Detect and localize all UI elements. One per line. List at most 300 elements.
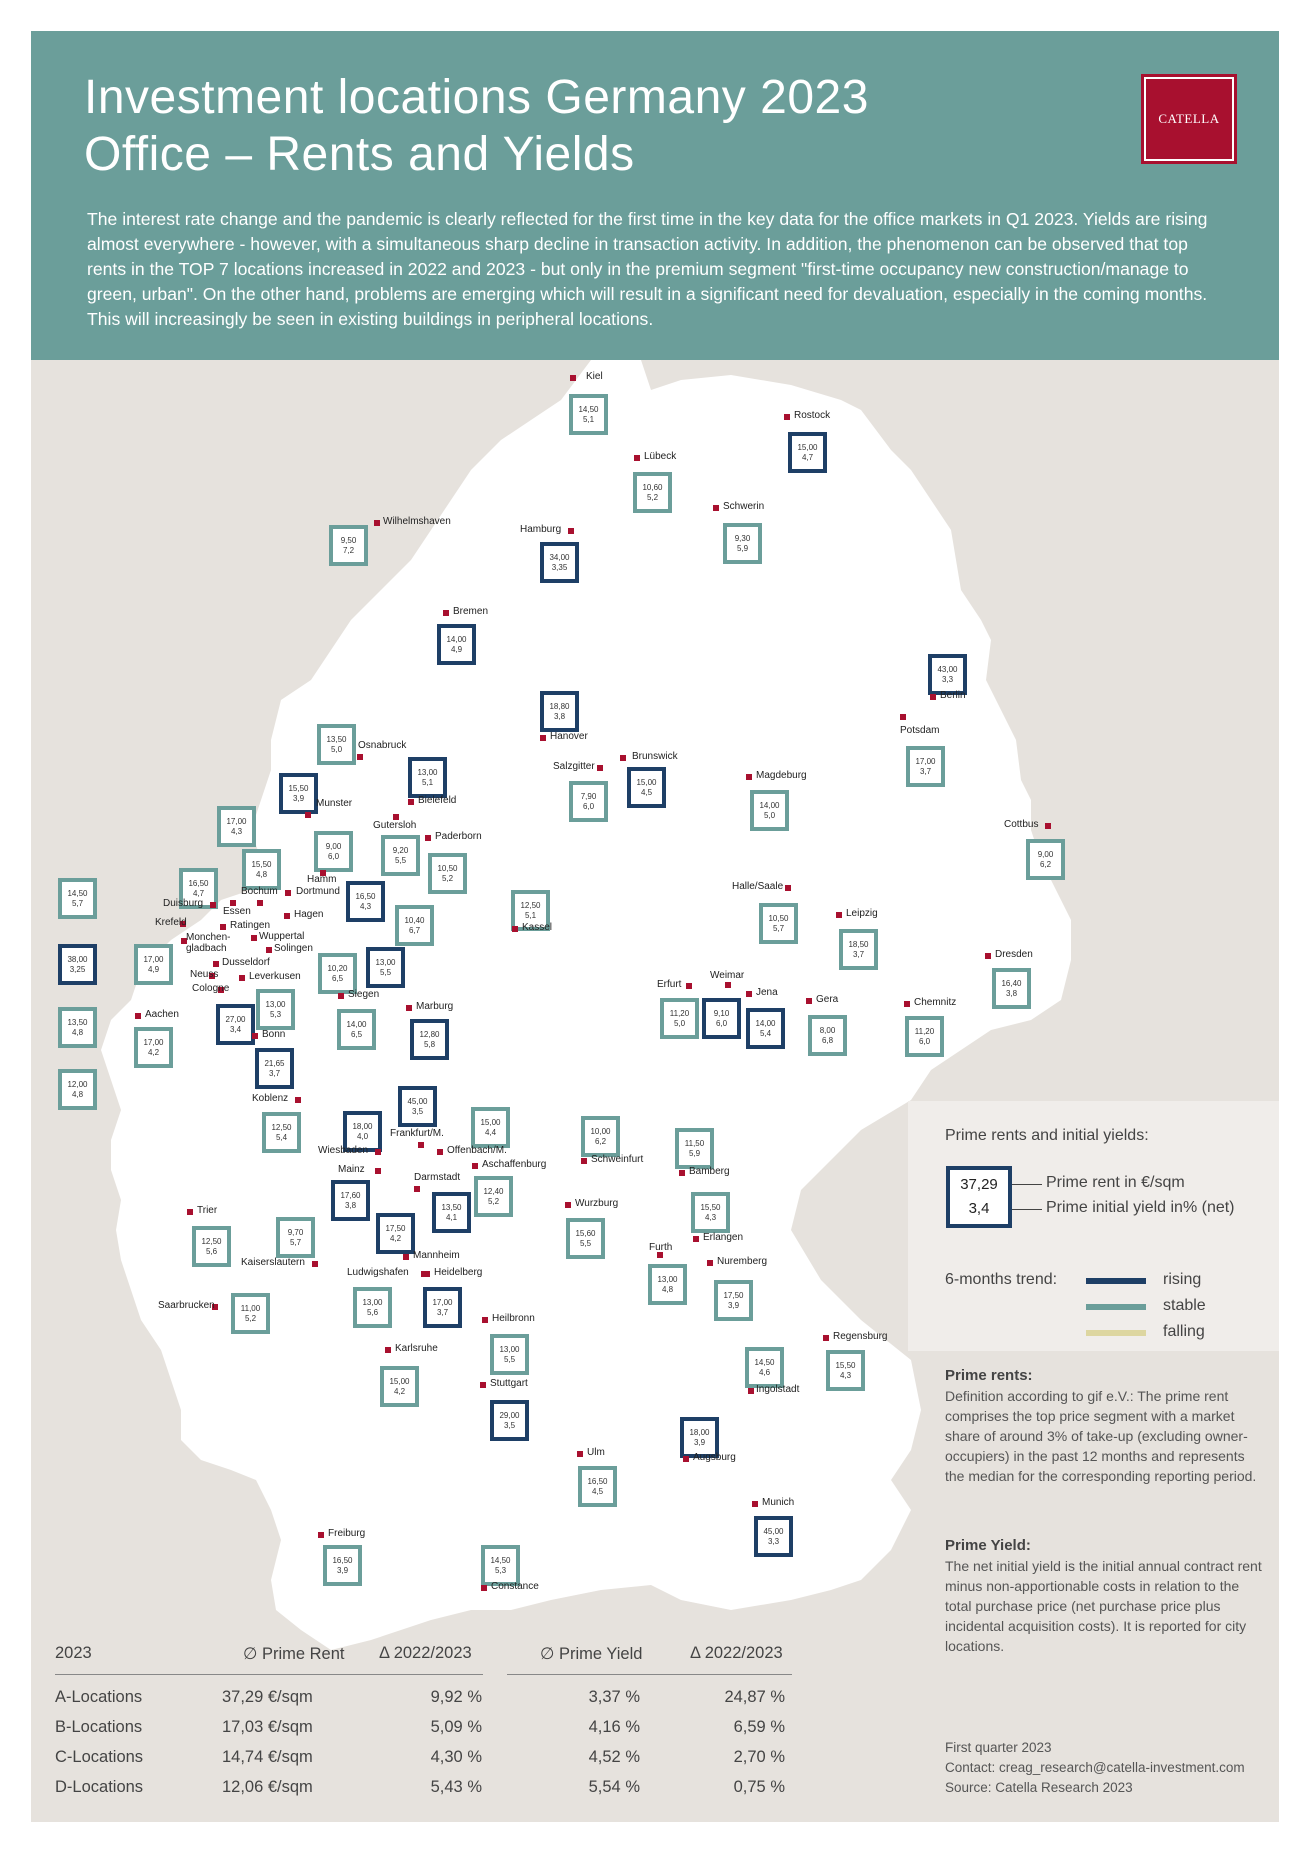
- table-header-rent: ∅ Prime Rent: [243, 1645, 345, 1663]
- footer-contact: Contact: creag_research@catella-investment.com: [945, 1760, 1245, 1775]
- table-row-label: A-Locations: [55, 1688, 143, 1706]
- table-cell: 5,54 %: [588, 1778, 640, 1796]
- city-label-hamm: Hamm: [307, 874, 337, 885]
- city-label-munich: Munich: [762, 1497, 795, 1508]
- city-label-erfurt: Erfurt: [657, 979, 682, 990]
- city-marker-icon: [443, 610, 449, 616]
- city-rent: 13,00: [265, 999, 286, 1009]
- city-rent: 16,50: [587, 1476, 608, 1486]
- city-rent: 15,50: [251, 859, 272, 869]
- city-marker-icon: [210, 902, 216, 908]
- city-yield: 4,0: [356, 1131, 369, 1141]
- city-label-jena: Jena: [756, 987, 778, 998]
- city-yield: 5,5: [394, 855, 407, 865]
- city-rent: 15,60: [575, 1228, 596, 1238]
- city-label-heidelberg: Heidelberg: [434, 1267, 483, 1278]
- city-marker-icon: [257, 900, 263, 906]
- city-label-salzgitter: Salzgitter: [553, 761, 595, 772]
- city-marker-icon: [836, 912, 842, 918]
- city-yield: 5,2: [487, 1196, 500, 1206]
- city-yield: 5,8: [423, 1039, 436, 1049]
- legend-sample-rent: 37,29: [960, 1176, 998, 1193]
- city-box-erlangen: [691, 1192, 730, 1233]
- city-yield: 5,3: [494, 1565, 507, 1575]
- city-box-stuttgart: [490, 1400, 529, 1441]
- city-marker-icon: [570, 375, 576, 381]
- city-label-schwerin: Schwerin: [723, 501, 765, 512]
- city-marker-icon: [220, 924, 226, 930]
- city-marker-icon: [437, 1149, 443, 1155]
- city-rent: 13,00: [417, 767, 438, 777]
- city-marker-icon: [785, 885, 791, 891]
- city-rent: 9,10: [713, 1008, 730, 1018]
- city-rent: 27,00: [225, 1014, 246, 1024]
- prime-yield-text: The net initial yield is the initial annual contract rent minus non-apportionable costs in relation to the total purchase price (net purchase price plus incidental acquisition costs). It is reported for city locations.: [945, 1558, 1262, 1654]
- city-marker-icon: [597, 765, 603, 771]
- city-yield: 6,7: [408, 925, 421, 935]
- city-marker-icon: [806, 998, 812, 1004]
- city-marker-icon: [540, 735, 546, 741]
- city-box-regensburg: [826, 1350, 865, 1391]
- city-rent: 13,00: [375, 957, 396, 967]
- title-line-2: Office – Rents and Yields: [84, 128, 635, 181]
- city-label-augsburg: Augsburg: [693, 1452, 736, 1463]
- city-label-kiel: Kiel: [586, 371, 603, 382]
- city-marker-icon: [1045, 823, 1051, 829]
- city-marker-icon: [683, 1456, 689, 1462]
- city-yield: 4,9: [450, 644, 463, 654]
- city-box-wuppertal: [366, 947, 405, 988]
- prime-rents-text: Definition according to gif e.V.: The prime rent comprises the top price segment with a market share of around 3% of take-up (excluding owner-occupiers) in the past 12 months and represents the median for the corresponding reporting period.: [945, 1388, 1257, 1484]
- city-yield: 5,6: [205, 1246, 218, 1256]
- city-label-dusseldorf: Dusseldorf: [222, 957, 270, 968]
- city-yield: 4,2: [393, 1386, 406, 1396]
- city-marker-icon: [823, 1335, 829, 1341]
- city-label-mannheim: Mannheim: [413, 1250, 460, 1261]
- city-marker-icon: [374, 520, 380, 526]
- city-rent: 14,00: [346, 1019, 367, 1029]
- city-label-kaiserslautern: Kaiserslautern: [241, 1257, 305, 1268]
- city-box-frankfurt-m: [398, 1086, 437, 1127]
- city-marker-icon: [904, 1001, 910, 1007]
- city-box-schweinfurt: [581, 1116, 620, 1157]
- city-marker-icon: [472, 1163, 478, 1169]
- city-box-bielefeld: [408, 757, 447, 798]
- city-yield: 4,3: [230, 826, 243, 836]
- intro-text: The interest rate change and the pandemic is clearly reflected for the first time in the key data for the office markets in Q1 2023. Yields are rising almost everywhere - however, with a simultaneous sharp decline in transaction activity. In addition, the phenomenon can be observed that top rents in the TOP 7 locations increased in 2022 and 2023 - but only in the premium segment "first-time occupancy new construction/manage to green, urban". On the other hand, problems are emerging which will result in a significant need for devaluation, especially in the coming months. This will increasingly be seen in existing buildings in peripheral locations.: [87, 209, 1208, 329]
- legend-sample-yield: 3,4: [968, 1200, 990, 1217]
- city-rent: 12,00: [67, 1079, 88, 1089]
- city-marker-icon: [187, 1209, 193, 1215]
- city-yield: 4,8: [71, 1027, 84, 1037]
- city-rent: 34,00: [549, 552, 570, 562]
- city-rent: 8,00: [819, 1025, 836, 1035]
- city-box-ratingen: [58, 1007, 97, 1048]
- city-label-rostock: Rostock: [794, 410, 831, 421]
- city-marker-icon: [403, 1254, 409, 1260]
- city-label-frankfurt-m: Frankfurt/M.: [390, 1128, 444, 1139]
- city-box-furth: [648, 1264, 687, 1305]
- table-cell: 24,87 %: [724, 1688, 785, 1706]
- city-marker-icon: [746, 991, 752, 997]
- city-rent: 9,70: [287, 1227, 304, 1237]
- city-yield: 4,2: [147, 1047, 160, 1057]
- city-box-salzgitter: [569, 781, 608, 822]
- city-yield: 6,5: [331, 973, 344, 983]
- city-rent: 10,20: [327, 963, 348, 973]
- city-marker-icon: [357, 754, 363, 760]
- city-label-heilbronn: Heilbronn: [492, 1313, 535, 1324]
- city-label-cottbus: Cottbus: [1004, 819, 1039, 830]
- city-rent: 10,00: [590, 1126, 611, 1136]
- city-label-dresden: Dresden: [995, 949, 1033, 960]
- city-yield: 4,6: [758, 1367, 771, 1377]
- city-yield: 5,7: [289, 1237, 302, 1247]
- table-cell: 37,29 €/sqm: [222, 1688, 313, 1706]
- city-label-magdeburg: Magdeburg: [756, 770, 807, 781]
- city-yield: 3,7: [268, 1068, 281, 1078]
- city-rent: 16,50: [355, 891, 376, 901]
- city-rent: 10,50: [768, 913, 789, 923]
- city-label-wilhelmshaven: Wilhelmshaven: [383, 516, 451, 527]
- city-marker-icon: [725, 982, 731, 988]
- city-marker-icon: [565, 1202, 571, 1208]
- city-rent: 10,60: [642, 482, 663, 492]
- city-yield: 5,5: [579, 1238, 592, 1248]
- city-marker-icon: [512, 926, 518, 932]
- legend-title: Prime rents and initial yields:: [945, 1127, 1149, 1144]
- city-label-ingolstadt: Ingolstadt: [756, 1384, 800, 1395]
- city-box-osnabruck: [317, 724, 356, 765]
- city-label-karlsruhe: Karlsruhe: [395, 1343, 438, 1354]
- city-marker-icon: [312, 1261, 318, 1267]
- city-box-darmstadt: [432, 1192, 471, 1233]
- city-label-gutersloh: Gutersloh: [373, 820, 417, 831]
- table-row-label: C-Locations: [55, 1748, 144, 1766]
- prime-rents-definition: [945, 1366, 1265, 1486]
- city-yield: 3,7: [852, 949, 865, 959]
- city-box-mainz: [331, 1180, 370, 1221]
- prime-rents-heading: Prime rents:: [945, 1367, 1033, 1384]
- city-box-ulm: [578, 1466, 617, 1507]
- city-box-bochum: [242, 849, 281, 890]
- city-label-paderborn: Paderborn: [435, 831, 482, 842]
- city-marker-icon: [481, 1585, 487, 1591]
- city-rent: 14,50: [578, 404, 599, 414]
- city-rent: 17,00: [432, 1297, 453, 1307]
- city-box-kaiserslautern: [276, 1217, 315, 1258]
- city-rent: 45,00: [763, 1526, 784, 1536]
- city-yield: 5,0: [330, 744, 343, 754]
- city-marker-icon: [425, 835, 431, 841]
- city-label-bremen: Bremen: [453, 606, 489, 617]
- city-rent: 9,00: [1037, 849, 1054, 859]
- city-box-rostock: [788, 432, 827, 473]
- table-cell: 2,70 %: [733, 1748, 785, 1766]
- city-marker-icon: [634, 455, 640, 461]
- city-marker-icon: [284, 913, 290, 919]
- city-label-potsdam: Potsdam: [900, 725, 940, 736]
- city-label-nuremberg: Nuremberg: [717, 1256, 768, 1267]
- city-box-ingolstadt: [745, 1347, 784, 1388]
- legend-yield-label: Prime initial yield in% (net): [1046, 1199, 1235, 1216]
- city-rent: 17,50: [723, 1290, 744, 1300]
- city-label-cologne: Cologne: [192, 983, 230, 994]
- city-box-wurzburg: [566, 1218, 605, 1259]
- city-label-constance: Constance: [491, 1581, 539, 1592]
- city-rent: 13,50: [67, 1017, 88, 1027]
- city-rent: 9,20: [392, 845, 409, 855]
- city-label-furth: Furth: [649, 1242, 673, 1253]
- city-rent: 43,00: [937, 664, 958, 674]
- city-yield: 5,7: [772, 923, 785, 933]
- city-box-nuremberg: [714, 1280, 753, 1321]
- city-rent: 15,00: [389, 1376, 410, 1386]
- city-marker-icon: [375, 1168, 381, 1174]
- city-rent: 21,65: [264, 1058, 285, 1068]
- table-cell: 6,59 %: [733, 1718, 785, 1736]
- city-yield: 3,5: [503, 1420, 516, 1430]
- city-marker-icon: [581, 1158, 587, 1164]
- city-marker-icon: [385, 1347, 391, 1353]
- city-marker-icon: [414, 1186, 420, 1192]
- city-marker-icon: [784, 414, 790, 420]
- trend-title: 6-months trend:: [945, 1271, 1058, 1288]
- city-marker-icon: [746, 774, 752, 780]
- city-rent: 14,50: [490, 1555, 511, 1565]
- legend-yield-connector: [1012, 1209, 1042, 1210]
- legend-rent-label: Prime rent in €/sqm: [1046, 1174, 1185, 1191]
- city-yield: 3,7: [436, 1307, 449, 1317]
- city-box-heilbronn: [490, 1334, 529, 1375]
- city-box-dresden: [992, 968, 1031, 1009]
- city-yield: 5,9: [736, 543, 749, 553]
- city-label-darmstadt: Darmstadt: [414, 1172, 461, 1183]
- table-cell: 17,03 €/sqm: [222, 1718, 313, 1736]
- city-yield: 3,9: [292, 793, 305, 803]
- city-label-weimar: Weimar: [710, 970, 745, 981]
- city-yield: 5,7: [71, 898, 84, 908]
- city-yield: 4,9: [147, 964, 160, 974]
- city-rent: 17,00: [915, 756, 936, 766]
- city-rent: 11,50: [684, 1138, 705, 1148]
- city-label-monchengladbach: Monchen- gladbach: [186, 932, 231, 954]
- footer: [945, 1738, 1245, 1798]
- city-rent: 13,00: [657, 1274, 678, 1284]
- city-box-offenbach-m: [471, 1107, 510, 1148]
- city-box-schwerin: [723, 523, 762, 564]
- city-marker-icon: [406, 1005, 412, 1011]
- city-label-leverkusen: Leverkusen: [249, 971, 301, 982]
- city-rent: 7,90: [580, 791, 597, 801]
- city-label-offenbach-m: Offenbach/M.: [447, 1145, 507, 1156]
- city-label-l-beck: Lübeck: [644, 451, 677, 462]
- city-yield: 5,5: [503, 1354, 516, 1364]
- city-box-mannheim: [376, 1213, 415, 1254]
- city-yield: 6,2: [594, 1136, 607, 1146]
- city-rent: 17,00: [143, 1037, 164, 1047]
- city-box-halle-saale: [759, 903, 798, 944]
- city-marker-icon: [620, 755, 626, 761]
- city-yield: 4,7: [192, 888, 205, 898]
- city-box-munich: [754, 1516, 793, 1557]
- city-marker-icon: [252, 1033, 258, 1039]
- city-yield: 5,0: [673, 1018, 686, 1028]
- city-rent: 17,60: [340, 1190, 361, 1200]
- city-box-krefeld: [58, 878, 97, 919]
- city-marker-icon: [707, 1260, 713, 1266]
- city-yield: 6,0: [715, 1018, 728, 1028]
- table-header-yield: ∅ Prime Yield: [540, 1645, 643, 1663]
- city-rent: 11,00: [240, 1303, 261, 1313]
- city-rent: 15,50: [835, 1360, 856, 1370]
- city-yield: 3,9: [336, 1565, 349, 1575]
- city-label-bonn: Bonn: [262, 1029, 286, 1040]
- city-label-duisburg: Duisburg: [163, 898, 204, 909]
- city-box-aschaffenburg: [474, 1176, 513, 1217]
- city-box-brunswick: [627, 767, 666, 808]
- city-label-aachen: Aachen: [145, 1009, 179, 1020]
- city-marker-icon: [251, 935, 257, 941]
- city-marker-icon: [285, 890, 291, 896]
- city-yield: 5,6: [366, 1307, 379, 1317]
- table-header-year: 2023: [55, 1644, 92, 1662]
- city-label-aschaffenburg: Aschaffenburg: [482, 1159, 547, 1170]
- header-banner: [31, 31, 1279, 360]
- trend-falling-swatch: [1086, 1330, 1146, 1336]
- city-marker-icon: [693, 1236, 699, 1242]
- page-title: [84, 69, 869, 183]
- city-label-neuss: Neuss: [190, 969, 219, 980]
- city-yield: 3,8: [553, 711, 566, 721]
- city-label-saarbrucken: Saarbrucken: [158, 1300, 215, 1311]
- city-box-hamburg: [540, 542, 579, 583]
- trend-stable-swatch: [1086, 1304, 1146, 1310]
- city-yield: 5,2: [441, 873, 454, 883]
- table-row-label: B-Locations: [55, 1718, 143, 1736]
- footer-source: Source: Catella Research 2023: [945, 1780, 1133, 1795]
- city-rent: 13,50: [441, 1202, 462, 1212]
- city-label-stuttgart: Stuttgart: [490, 1378, 528, 1389]
- city-yield: 6,0: [582, 801, 595, 811]
- city-label-essen: Essen: [223, 906, 251, 917]
- city-rent: 13,00: [499, 1344, 520, 1354]
- city-marker-icon: [985, 953, 991, 959]
- city-rent: 12,40: [483, 1186, 504, 1196]
- city-yield: 5,1: [421, 777, 434, 787]
- city-yield: 4,3: [359, 901, 372, 911]
- city-label-krefeld: Krefeld: [155, 917, 187, 928]
- city-marker-icon: [752, 1501, 758, 1507]
- city-box-leipzig: [839, 929, 878, 970]
- city-rent: 45,00: [407, 1096, 428, 1106]
- city-box-trier: [192, 1226, 231, 1267]
- catella-logo: CATELLA: [1144, 77, 1234, 161]
- city-label-hanover: Hanover: [550, 731, 588, 742]
- city-yield: 5,0: [763, 810, 776, 820]
- city-box-marburg: [410, 1019, 449, 1060]
- city-rent: 12,50: [201, 1236, 222, 1246]
- city-box-essen: [217, 806, 256, 847]
- city-yield: 5,4: [275, 1132, 288, 1142]
- table-cell: 4,30 %: [430, 1748, 482, 1766]
- city-box-solingen: [318, 953, 357, 994]
- city-label-solingen: Solingen: [274, 943, 313, 954]
- city-yield: 6,8: [821, 1035, 834, 1045]
- city-yield: 4,3: [839, 1370, 852, 1380]
- table-divider-left: [55, 1674, 483, 1675]
- city-yield: 3,9: [693, 1437, 706, 1447]
- city-rent: 11,20: [914, 1026, 935, 1036]
- city-box-paderborn: [428, 853, 467, 894]
- city-label-mainz: Mainz: [338, 1164, 365, 1175]
- city-label-erlangen: Erlangen: [703, 1232, 744, 1243]
- trend-falling-label: falling: [1163, 1323, 1205, 1340]
- city-yield: 5,4: [759, 1028, 772, 1038]
- city-yield: 6,0: [327, 851, 340, 861]
- city-box-koblenz: [262, 1112, 301, 1153]
- city-yield: 5,5: [379, 967, 392, 977]
- city-rent: 10,50: [437, 863, 458, 873]
- city-box-leverkusen: [256, 989, 295, 1030]
- city-rent: 14,00: [755, 1018, 776, 1028]
- footer-period: First quarter 2023: [945, 1740, 1052, 1755]
- city-yield: 4,8: [255, 869, 268, 879]
- city-marker-icon: [305, 812, 311, 818]
- city-box-karlsruhe: [380, 1366, 419, 1407]
- city-box-monchengladbach: [134, 944, 173, 985]
- city-yield: 4,2: [389, 1233, 402, 1243]
- city-rent: 15,50: [700, 1202, 721, 1212]
- city-marker-icon: [480, 1382, 486, 1388]
- city-box-freiburg: [323, 1545, 362, 1586]
- city-yield: 4,4: [484, 1127, 497, 1137]
- city-marker-icon: [577, 1451, 583, 1457]
- city-box-dortmund: [346, 881, 385, 922]
- city-label-siegen: Siegen: [348, 989, 380, 1000]
- city-yield: 5,1: [582, 414, 595, 424]
- prime-yield-heading: Prime Yield:: [945, 1537, 1031, 1554]
- city-marker-icon: [679, 1170, 685, 1176]
- city-rent: 17,00: [143, 954, 164, 964]
- city-rent: 18,50: [848, 939, 869, 949]
- city-box-cologne: [216, 1004, 255, 1045]
- city-label-leipzig: Leipzig: [846, 908, 878, 919]
- city-marker-icon: [418, 1142, 424, 1148]
- city-box-constance: [481, 1545, 520, 1586]
- table-cell: 9,92 %: [430, 1688, 482, 1706]
- city-label-osnabruck: Osnabruck: [358, 740, 407, 751]
- city-marker-icon: [930, 694, 936, 700]
- city-label-gera: Gera: [816, 994, 839, 1005]
- city-rent: 18,00: [689, 1427, 710, 1437]
- city-rent: 13,00: [362, 1297, 383, 1307]
- city-yield: 4,5: [640, 787, 653, 797]
- city-marker-icon: [375, 1149, 381, 1155]
- city-label-chemnitz: Chemnitz: [914, 997, 957, 1008]
- table-cell: 4,16 %: [588, 1718, 640, 1736]
- city-marker-icon: [424, 1271, 430, 1277]
- city-box-chemnitz: [905, 1016, 944, 1057]
- city-label-hamburg: Hamburg: [520, 524, 562, 535]
- city-marker-icon: [686, 983, 692, 989]
- city-label-freiburg: Freiburg: [328, 1528, 366, 1539]
- city-yield: 7,2: [342, 545, 355, 555]
- city-yield: 4,7: [801, 452, 814, 462]
- city-label-kassel: Kassel: [522, 922, 553, 933]
- legend-panel: [908, 1101, 1279, 1351]
- city-yield: 3,3: [767, 1536, 780, 1546]
